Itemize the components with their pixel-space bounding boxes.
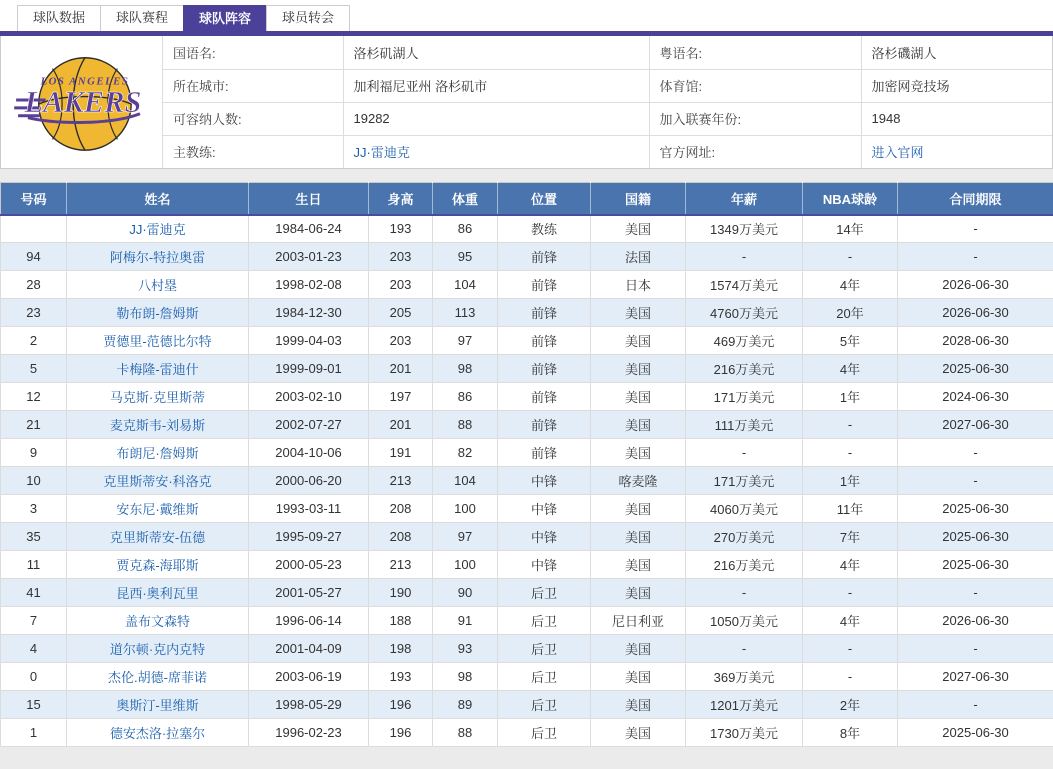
roster-cell: 193 — [369, 215, 433, 243]
player-name-link[interactable]: 阿梅尔-特拉奥雷 — [109, 250, 206, 265]
roster-cell: 1050万美元 — [686, 607, 803, 635]
roster-cell: 1996-02-23 — [249, 719, 369, 747]
team-info-panel — [0, 36, 1053, 169]
roster-cell: 98 — [433, 355, 498, 383]
roster-cell: 前锋 — [498, 271, 591, 299]
roster-column-header: 体重 — [433, 183, 498, 215]
roster-column-header: 合同期限 — [898, 183, 1053, 215]
roster-cell: 201 — [369, 355, 433, 383]
roster-cell: 前锋 — [498, 243, 591, 271]
roster-cell: 201 — [369, 411, 433, 439]
info-link[interactable]: 进入官网 — [871, 145, 924, 161]
roster-cell: - — [803, 635, 898, 663]
tab-4[interactable]: 球员转会 — [266, 5, 350, 31]
roster-cell: 88 — [433, 411, 498, 439]
roster-cell-name — [67, 467, 249, 495]
roster-cell: - — [803, 663, 898, 691]
roster-cell-name — [67, 523, 249, 551]
roster-cell: 369万美元 — [686, 663, 803, 691]
info-row — [163, 102, 1052, 135]
roster-cell: 104 — [433, 271, 498, 299]
roster-cell: 尼日利亚 — [591, 607, 686, 635]
roster-cell: 469万美元 — [686, 327, 803, 355]
roster-cell-name — [67, 383, 249, 411]
roster-cell: - — [898, 215, 1053, 243]
roster-column-header: 位置 — [498, 183, 591, 215]
roster-cell: 1730万美元 — [686, 719, 803, 747]
roster-cell: - — [898, 243, 1053, 271]
roster-cell: 美国 — [591, 411, 686, 439]
roster-cell: 28 — [1, 271, 67, 299]
roster-cell: 213 — [369, 467, 433, 495]
roster-cell: 1201万美元 — [686, 691, 803, 719]
roster-cell: 2003-06-19 — [249, 663, 369, 691]
tab-1[interactable]: 球队数据 — [17, 5, 101, 31]
player-name-link[interactable]: 贾克森-海耶斯 — [116, 558, 199, 573]
info-label: 体育馆: — [649, 69, 861, 102]
roster-cell-name — [67, 355, 249, 383]
roster-cell: 1574万美元 — [686, 271, 803, 299]
roster-cell: 1995-09-27 — [249, 523, 369, 551]
logo-text-lakers: LAKERS — [24, 84, 141, 119]
roster-cell: 2001-05-27 — [249, 579, 369, 607]
roster-row — [1, 299, 1053, 327]
roster-cell: 23 — [1, 299, 67, 327]
roster-cell: 喀麦隆 — [591, 467, 686, 495]
roster-cell: 97 — [433, 327, 498, 355]
info-label: 粤语名: — [649, 36, 861, 69]
info-label: 加入联赛年份: — [649, 102, 861, 135]
roster-cell: 94 — [1, 243, 67, 271]
roster-cell: 88 — [433, 719, 498, 747]
roster-row — [1, 551, 1053, 579]
roster-cell: 1998-02-08 — [249, 271, 369, 299]
tab-bar — [0, 0, 1053, 36]
roster-cell: 82 — [433, 439, 498, 467]
info-value: 19282 — [343, 102, 649, 135]
roster-cell — [1, 215, 67, 243]
roster-cell-name — [67, 243, 249, 271]
roster-cell: 216万美元 — [686, 551, 803, 579]
roster-cell: 21 — [1, 411, 67, 439]
roster-cell-name — [67, 691, 249, 719]
roster-cell: 美国 — [591, 719, 686, 747]
roster-cell: 86 — [433, 215, 498, 243]
section-gap — [0, 169, 1053, 182]
info-value: 加利福尼亚州 洛杉矶市 — [343, 69, 649, 102]
player-name-link[interactable]: 德安杰洛·拉塞尔 — [109, 726, 206, 741]
roster-header-row — [1, 183, 1053, 215]
roster-cell: 86 — [433, 383, 498, 411]
roster-cell: 35 — [1, 523, 67, 551]
team-info-table — [163, 36, 1052, 168]
roster-cell-name — [67, 663, 249, 691]
info-value-cell — [861, 135, 1052, 168]
roster-cell: 1999-09-01 — [249, 355, 369, 383]
roster-row — [1, 271, 1053, 299]
roster-cell-name — [67, 635, 249, 663]
player-name-link[interactable]: 勒布朗-詹姆斯 — [116, 306, 199, 321]
roster-cell: 2004-10-06 — [249, 439, 369, 467]
roster-cell: 2028-06-30 — [898, 327, 1053, 355]
roster-cell: 95 — [433, 243, 498, 271]
player-name-link[interactable]: 安东尼·戴维斯 — [116, 502, 199, 517]
player-name-link[interactable]: 昆西·奥利瓦里 — [116, 586, 199, 601]
roster-cell: 美国 — [591, 523, 686, 551]
roster-cell: 1年 — [803, 383, 898, 411]
roster-cell: 4年 — [803, 355, 898, 383]
roster-cell: 美国 — [591, 663, 686, 691]
roster-cell: 7 — [1, 607, 67, 635]
roster-cell: 2 — [1, 327, 67, 355]
roster-cell: 3 — [1, 495, 67, 523]
roster-cell: - — [686, 579, 803, 607]
roster-cell: 98 — [433, 663, 498, 691]
roster-row — [1, 411, 1053, 439]
roster-cell: - — [898, 467, 1053, 495]
roster-cell: 90 — [433, 579, 498, 607]
info-row — [163, 36, 1052, 69]
roster-cell: 2003-02-10 — [249, 383, 369, 411]
roster-cell: - — [686, 243, 803, 271]
roster-cell: 4760万美元 — [686, 299, 803, 327]
info-label: 所在城市: — [163, 69, 343, 102]
roster-cell: 后卫 — [498, 579, 591, 607]
roster-row — [1, 607, 1053, 635]
roster-cell: - — [803, 411, 898, 439]
roster-cell: 美国 — [591, 495, 686, 523]
roster-cell: 前锋 — [498, 439, 591, 467]
roster-cell: 2027-06-30 — [898, 411, 1053, 439]
roster-cell: 2003-01-23 — [249, 243, 369, 271]
roster-cell: 1999-04-03 — [249, 327, 369, 355]
roster-cell: 4 — [1, 635, 67, 663]
roster-cell: 203 — [369, 327, 433, 355]
roster-cell: 0 — [1, 663, 67, 691]
roster-cell: - — [803, 243, 898, 271]
roster-row — [1, 439, 1053, 467]
player-name-link[interactable]: 盖布文森特 — [124, 614, 190, 629]
roster-cell: 美国 — [591, 327, 686, 355]
roster-cell: 前锋 — [498, 411, 591, 439]
roster-cell: 198 — [369, 635, 433, 663]
roster-cell: 203 — [369, 243, 433, 271]
player-name-link[interactable]: 麦克斯韦-刘易斯 — [109, 418, 206, 433]
roster-cell: 后卫 — [498, 635, 591, 663]
roster-cell: 1993-03-11 — [249, 495, 369, 523]
roster-cell: 113 — [433, 299, 498, 327]
roster-cell: 111万美元 — [686, 411, 803, 439]
roster-cell: 2000-05-23 — [249, 551, 369, 579]
roster-cell: 1998-05-29 — [249, 691, 369, 719]
roster-row — [1, 719, 1053, 747]
roster-column-header: NBA球龄 — [803, 183, 898, 215]
roster-cell: 193 — [369, 663, 433, 691]
roster-column-header: 姓名 — [67, 183, 249, 215]
tab-2[interactable]: 球队赛程 — [100, 5, 184, 31]
roster-cell: 191 — [369, 439, 433, 467]
roster-cell-name — [67, 271, 249, 299]
roster-cell: 9 — [1, 439, 67, 467]
roster-cell: 188 — [369, 607, 433, 635]
roster-row — [1, 467, 1053, 495]
roster-cell-name — [67, 719, 249, 747]
roster-row — [1, 355, 1053, 383]
roster-cell-name — [67, 579, 249, 607]
player-name-link[interactable]: 八村塁 — [137, 278, 177, 293]
roster-cell: - — [686, 635, 803, 663]
roster-cell: 1 — [1, 719, 67, 747]
roster-cell: 2027-06-30 — [898, 663, 1053, 691]
info-label: 官方网址: — [649, 135, 861, 168]
roster-row — [1, 691, 1053, 719]
roster-cell: 中锋 — [498, 523, 591, 551]
roster-cell: 后卫 — [498, 663, 591, 691]
roster-table — [0, 182, 1053, 747]
roster-cell: - — [803, 579, 898, 607]
roster-cell: 1996-06-14 — [249, 607, 369, 635]
roster-cell: 41 — [1, 579, 67, 607]
roster-row — [1, 495, 1053, 523]
roster-cell-name — [67, 299, 249, 327]
team-logo-cell — [1, 36, 163, 168]
roster-cell: - — [898, 691, 1053, 719]
roster-cell-name — [67, 607, 249, 635]
roster-cell: 2026-06-30 — [898, 271, 1053, 299]
player-name-link[interactable]: 马克斯·克里斯蒂 — [109, 390, 206, 405]
roster-cell: 美国 — [591, 215, 686, 243]
roster-cell: 1年 — [803, 467, 898, 495]
roster-cell: 4年 — [803, 551, 898, 579]
roster-cell: 2000-06-20 — [249, 467, 369, 495]
roster-cell-name — [67, 551, 249, 579]
roster-row — [1, 635, 1053, 663]
roster-cell: 97 — [433, 523, 498, 551]
lakers-logo-icon — [8, 43, 156, 161]
roster-cell: 前锋 — [498, 299, 591, 327]
info-value: 加密网竞技场 — [861, 69, 1052, 102]
roster-cell: 213 — [369, 551, 433, 579]
logo-text-los-angeles: LOS ANGELES — [40, 75, 129, 88]
roster-cell: 104 — [433, 467, 498, 495]
roster-cell: 7年 — [803, 523, 898, 551]
info-value: 洛杉磯湖人 — [861, 36, 1052, 69]
roster-cell: 5年 — [803, 327, 898, 355]
roster-cell: 日本 — [591, 271, 686, 299]
roster-cell: 1349万美元 — [686, 215, 803, 243]
roster-cell: 中锋 — [498, 467, 591, 495]
roster-cell: 100 — [433, 495, 498, 523]
roster-cell: 11年 — [803, 495, 898, 523]
tab-bar-tabs — [17, 5, 349, 36]
roster-cell: 教练 — [498, 215, 591, 243]
roster-cell: 前锋 — [498, 355, 591, 383]
roster-cell: - — [898, 439, 1053, 467]
roster-cell: - — [898, 635, 1053, 663]
roster-cell: 208 — [369, 495, 433, 523]
roster-cell: 4年 — [803, 607, 898, 635]
roster-row — [1, 215, 1053, 243]
roster-cell: 2025-06-30 — [898, 523, 1053, 551]
roster-cell: 2026-06-30 — [898, 299, 1053, 327]
roster-cell: 14年 — [803, 215, 898, 243]
info-link[interactable]: JJ·雷迪克 — [353, 145, 410, 161]
roster-column-header: 生日 — [249, 183, 369, 215]
roster-cell: 190 — [369, 579, 433, 607]
roster-cell: 100 — [433, 551, 498, 579]
roster-cell: 91 — [433, 607, 498, 635]
roster-cell: 美国 — [591, 383, 686, 411]
info-value-cell — [343, 135, 649, 168]
roster-row — [1, 523, 1053, 551]
roster-cell: 4060万美元 — [686, 495, 803, 523]
roster-row — [1, 383, 1053, 411]
roster-cell: 前锋 — [498, 383, 591, 411]
roster-column-header: 国籍 — [591, 183, 686, 215]
roster-cell: 美国 — [591, 635, 686, 663]
roster-cell: 89 — [433, 691, 498, 719]
roster-cell: 203 — [369, 271, 433, 299]
player-name-link[interactable]: 卡梅隆-雷迪什 — [116, 362, 199, 377]
roster-cell: 197 — [369, 383, 433, 411]
player-name-link[interactable]: 克里斯蒂安·科洛克 — [103, 474, 212, 489]
roster-row — [1, 663, 1053, 691]
roster-row — [1, 243, 1053, 271]
roster-cell: 15 — [1, 691, 67, 719]
info-label: 可容纳人数: — [163, 102, 343, 135]
roster-cell: - — [803, 439, 898, 467]
roster-cell: 171万美元 — [686, 467, 803, 495]
roster-cell: 270万美元 — [686, 523, 803, 551]
tab-3[interactable]: 球队阵容 — [183, 5, 267, 36]
roster-cell: 208 — [369, 523, 433, 551]
roster-cell: 10 — [1, 467, 67, 495]
roster-cell: 后卫 — [498, 691, 591, 719]
roster-cell: 216万美元 — [686, 355, 803, 383]
roster-cell: 171万美元 — [686, 383, 803, 411]
roster-cell: 前锋 — [498, 327, 591, 355]
roster-cell: 2025-06-30 — [898, 719, 1053, 747]
roster-cell: 2024-06-30 — [898, 383, 1053, 411]
info-row — [163, 135, 1052, 168]
roster-cell-name — [67, 215, 249, 243]
roster-cell: 2025-06-30 — [898, 355, 1053, 383]
roster-cell: 205 — [369, 299, 433, 327]
player-name-link[interactable]: JJ·雷迪克 — [129, 222, 186, 238]
roster-cell: 美国 — [591, 355, 686, 383]
roster-cell: 1984-12-30 — [249, 299, 369, 327]
player-name-link[interactable]: 克里斯蒂安-伍德 — [109, 530, 206, 545]
roster-cell: - — [898, 579, 1053, 607]
roster-cell: 美国 — [591, 439, 686, 467]
roster-cell: 法国 — [591, 243, 686, 271]
roster-cell: 美国 — [591, 691, 686, 719]
roster-cell: 1984-06-24 — [249, 215, 369, 243]
roster-cell: 2002-07-27 — [249, 411, 369, 439]
roster-cell-name — [67, 327, 249, 355]
roster-cell: 2001-04-09 — [249, 635, 369, 663]
roster-cell: 8年 — [803, 719, 898, 747]
roster-cell: 4年 — [803, 271, 898, 299]
roster-cell: 后卫 — [498, 607, 591, 635]
info-value: 洛杉矶湖人 — [343, 36, 649, 69]
info-row — [163, 69, 1052, 102]
player-name-link[interactable]: 奥斯汀-里维斯 — [116, 698, 199, 713]
roster-cell: 196 — [369, 719, 433, 747]
roster-cell: 5 — [1, 355, 67, 383]
roster-cell-name — [67, 495, 249, 523]
roster-cell: 12 — [1, 383, 67, 411]
roster-cell: 93 — [433, 635, 498, 663]
roster-cell: 196 — [369, 691, 433, 719]
roster-cell: 2年 — [803, 691, 898, 719]
roster-cell: - — [686, 439, 803, 467]
roster-cell: 后卫 — [498, 719, 591, 747]
info-label: 主教练: — [163, 135, 343, 168]
roster-cell: 11 — [1, 551, 67, 579]
roster-cell: 中锋 — [498, 495, 591, 523]
player-name-link[interactable]: 布朗尼·詹姆斯 — [116, 446, 199, 461]
roster-cell: 20年 — [803, 299, 898, 327]
roster-cell-name — [67, 439, 249, 467]
roster-column-header: 身高 — [369, 183, 433, 215]
info-label: 国语名: — [163, 36, 343, 69]
roster-cell-name — [67, 411, 249, 439]
roster-cell: 2025-06-30 — [898, 551, 1053, 579]
roster-cell: 美国 — [591, 579, 686, 607]
roster-cell: 美国 — [591, 551, 686, 579]
roster-row — [1, 327, 1053, 355]
roster-cell: 2025-06-30 — [898, 495, 1053, 523]
player-name-link[interactable]: 贾德里-范德比尔特 — [103, 334, 212, 349]
info-value: 1948 — [861, 102, 1052, 135]
roster-cell: 美国 — [591, 299, 686, 327]
roster-row — [1, 579, 1053, 607]
player-name-link[interactable]: 杰伦.胡德-席菲诺 — [108, 670, 207, 685]
roster-column-header: 年薪 — [686, 183, 803, 215]
roster-cell: 2026-06-30 — [898, 607, 1053, 635]
roster-column-header: 号码 — [1, 183, 67, 215]
player-name-link[interactable]: 道尔顿·克内克特 — [109, 642, 206, 657]
roster-cell: 中锋 — [498, 551, 591, 579]
